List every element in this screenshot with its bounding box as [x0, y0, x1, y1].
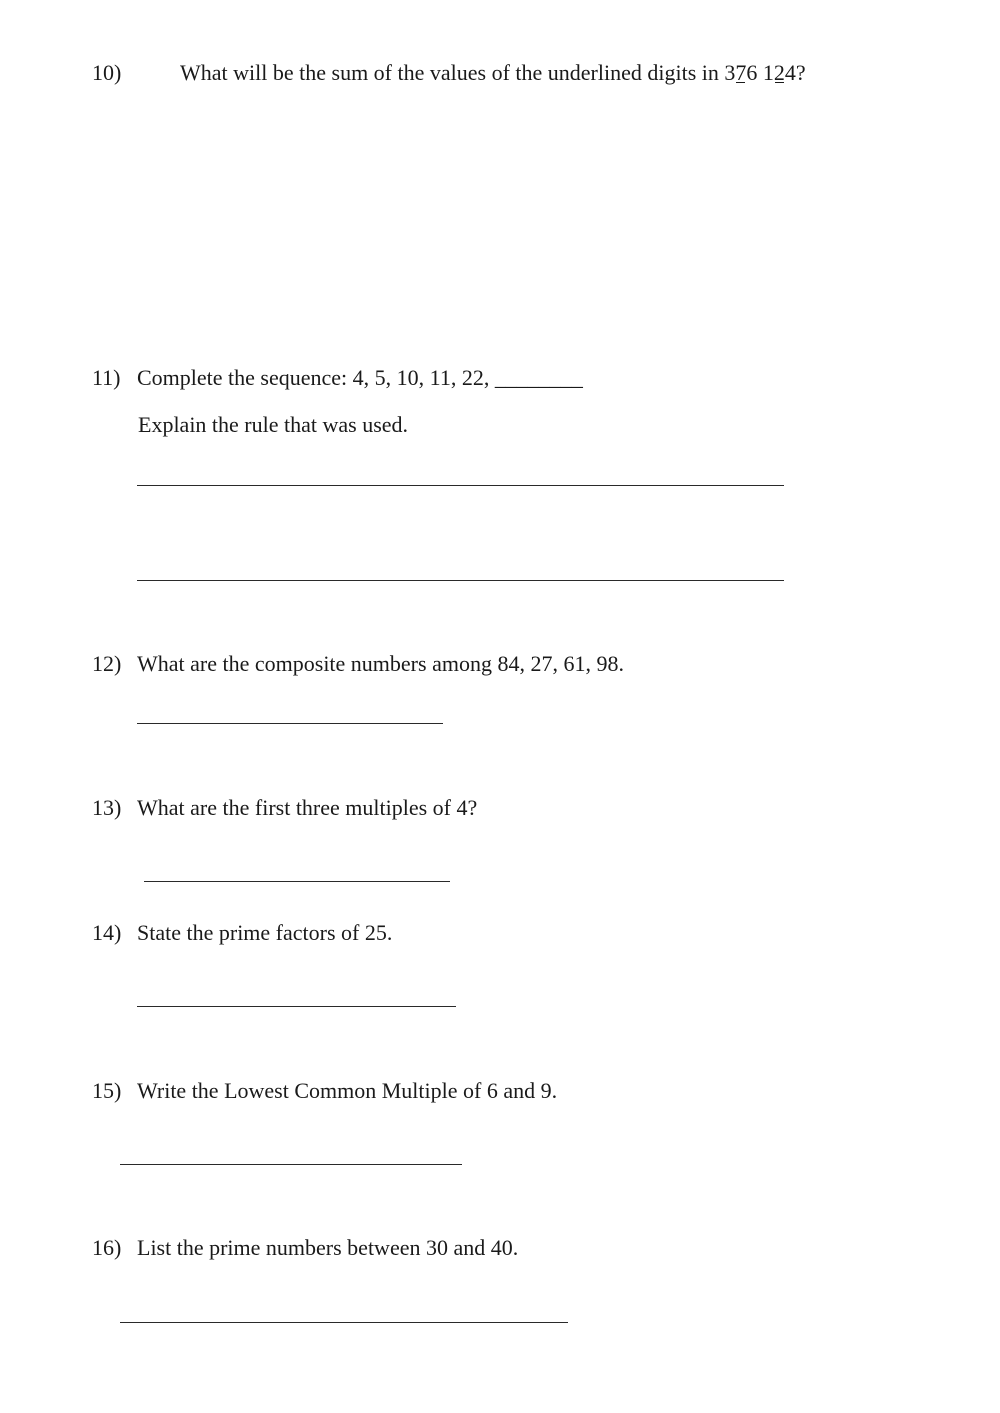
question-15-text: Write the Lowest Common Multiple of 6 and 9.: [137, 1078, 558, 1103]
question-12-text: What are the composite numbers among 84, 27, 61, 98.: [137, 651, 624, 676]
question-14-number: 14): [92, 920, 122, 945]
question-13-number: 13): [92, 795, 122, 820]
underlined-digit-7: 7: [735, 60, 747, 85]
answer-line-15[interactable]: [120, 1164, 462, 1165]
question-11-text: Complete the sequence: 4, 5, 10, 11, 22, ________: [137, 365, 583, 390]
answer-line-14[interactable]: [137, 1006, 456, 1007]
question-11-subtext: Explain the rule that was used.: [138, 412, 409, 437]
answer-line-12[interactable]: [137, 723, 443, 724]
question-13-text: What are the first three multiples of 4?: [137, 795, 478, 820]
question-10-digit: 3: [724, 60, 736, 85]
question-10-digit: 4?: [784, 60, 806, 85]
answer-line-11a[interactable]: [137, 485, 784, 486]
question-12-number: 12): [92, 651, 122, 676]
question-10-text: [180, 60, 806, 86]
answer-line-13[interactable]: [144, 881, 450, 882]
question-16-text: List the prime numbers between 30 and 40.: [137, 1235, 519, 1260]
question-11-number: 11): [92, 365, 121, 390]
underlined-digit-2: 2: [773, 60, 785, 85]
question-10-number: 10): [92, 60, 122, 85]
question-16-number: 16): [92, 1235, 122, 1260]
answer-line-11b[interactable]: [137, 580, 784, 581]
question-10-digit: 6 1: [746, 60, 774, 85]
question-10-prompt: What will be the sum of the values of the underlined digits in: [180, 60, 725, 85]
answer-line-16[interactable]: [120, 1322, 568, 1323]
question-15-number: 15): [92, 1078, 122, 1103]
question-14-text: State the prime factors of 25.: [137, 920, 393, 945]
